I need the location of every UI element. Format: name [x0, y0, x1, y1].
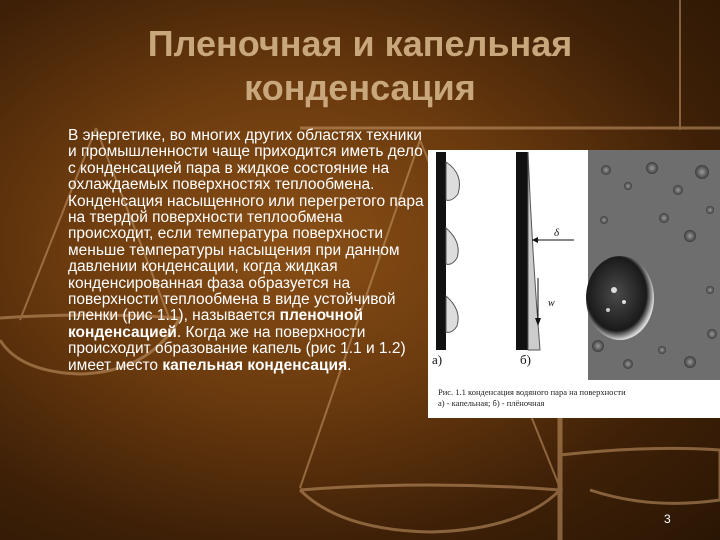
body-text-part-2: . Когда же на поверхности происходит образование капель (рис 1.1 и 1.2) имеет место	[68, 323, 406, 374]
page-number: 3	[664, 512, 671, 526]
body-paragraph	[68, 128, 428, 374]
figure-caption	[438, 387, 718, 409]
slide-title	[60, 22, 660, 110]
label-delta: δ	[554, 227, 560, 239]
droplet-2	[446, 228, 458, 264]
wall-a	[436, 152, 446, 350]
dropwise-condensation-term: капельная конденсация	[162, 356, 348, 374]
body-text-part-3: .	[347, 356, 352, 374]
film-condensation-term: пленочной конденсацией	[68, 307, 364, 341]
droplet-photo	[586, 150, 720, 380]
wall-b	[516, 152, 528, 350]
label-a: а)	[432, 352, 443, 367]
caption-line-1: Рис. 1.1 конденсация водяного пара на поверхности	[438, 387, 626, 397]
title-line-1: Пленочная и капельная	[147, 23, 573, 64]
body-text-part-1: В энергетике, во многих других областях техники и промышленности чаще приходится иметь дело с конденсацией пара в жидкое состояние на охлаждаемых поверхностях теплообмена. Конденсация насыщенного или перегретого пара на твердой поверхности теплообмена происходит, если температура поверхности меньше температуры насыщения при данном давлении конденсации, когда жидкая конденсированная фаза образуется на поверхности теплообмена в виде устойчивой пленки (рис 1.1), называется	[68, 127, 424, 325]
title-line-2: конденсация	[244, 67, 476, 108]
label-w: w	[548, 298, 555, 309]
droplet-1	[446, 162, 460, 200]
droplet-3	[446, 296, 458, 332]
label-b: б)	[520, 352, 531, 367]
figure-drawing	[428, 150, 720, 418]
condensation-figure	[428, 150, 720, 418]
caption-line-2: а) - капельная; б) - плёночная	[438, 398, 545, 408]
